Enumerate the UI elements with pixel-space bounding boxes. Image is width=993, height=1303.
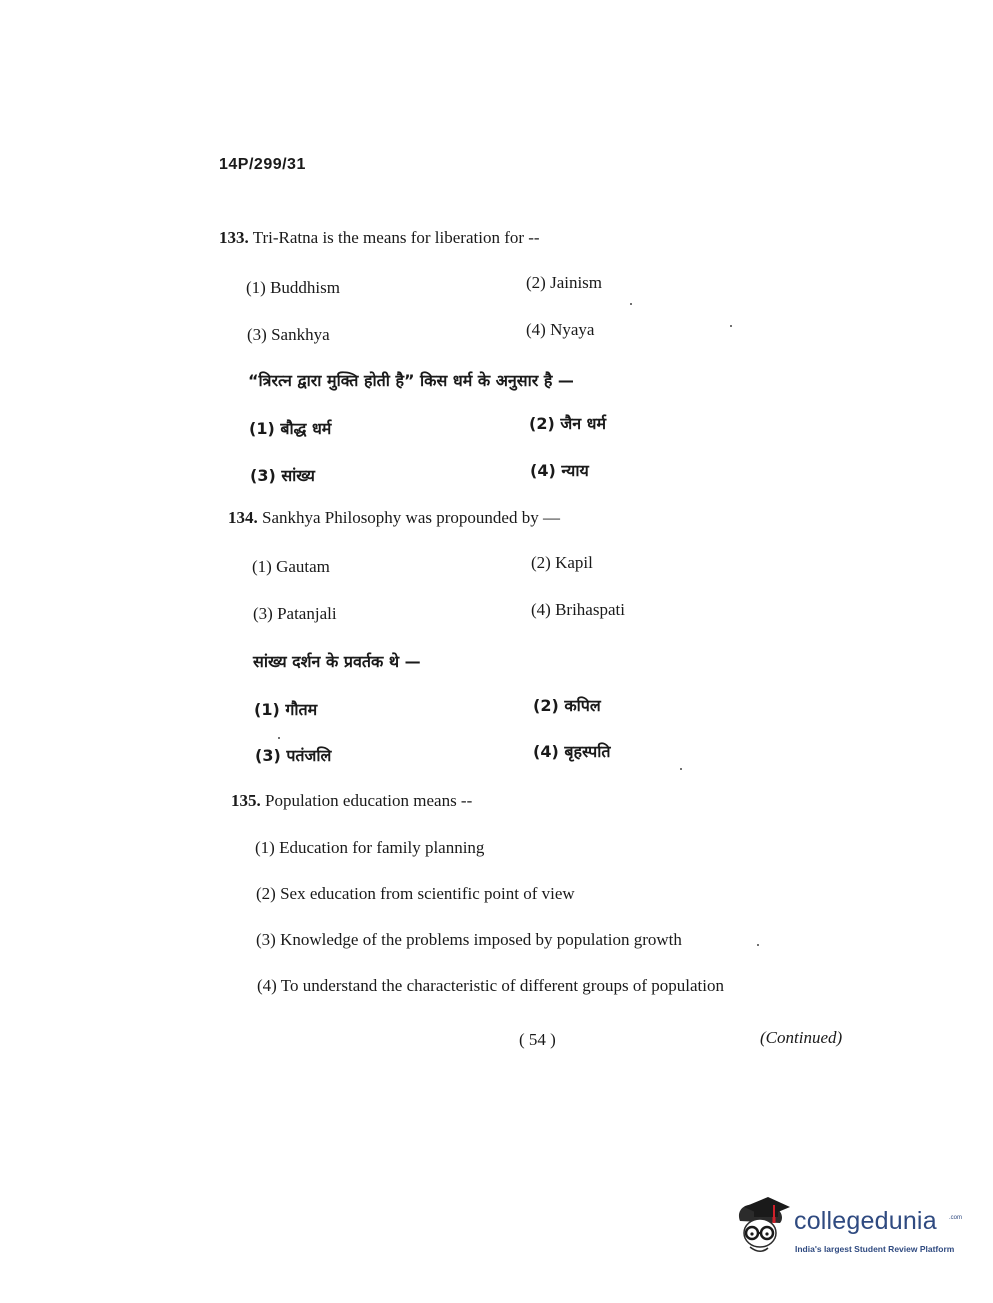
scan-speck xyxy=(730,325,732,327)
option-134-4-hindi: (4) बृहस्पति xyxy=(533,742,611,761)
page-number: ( 54 ) xyxy=(519,1030,556,1049)
option-134-3-hindi: (3) पतंजलि xyxy=(255,746,332,765)
question-text: Tri-Ratna is the means for liberation for -- xyxy=(252,228,540,247)
scan-speck xyxy=(757,944,759,946)
question-number: 135. xyxy=(231,791,261,810)
collegedunia-logo xyxy=(734,1193,966,1267)
option-134-1-hindi: (1) गौतम xyxy=(254,700,318,719)
scan-speck xyxy=(278,737,280,739)
question-text: Population education means -- xyxy=(265,791,473,810)
continued-label: (Continued) xyxy=(760,1028,843,1047)
question-number: 133. xyxy=(219,228,249,247)
option-133-4: (4) Nyaya xyxy=(526,320,595,339)
option-133-3-hindi: (3) सांख्य xyxy=(250,466,315,485)
logo-suffix: .com xyxy=(949,1215,963,1221)
option-133-1: (1) Buddhism xyxy=(246,278,340,297)
option-134-2: (2) Kapil xyxy=(531,553,593,572)
option-133-2-hindi: (2) जैन धर्म xyxy=(529,414,607,433)
logo-tagline: India's largest Student Review Platform xyxy=(795,1244,955,1254)
option-133-2: (2) Jainism xyxy=(526,273,603,292)
option-135-3: (3) Knowledge of the problems imposed by population growth xyxy=(256,930,682,949)
option-134-1: (1) Gautam xyxy=(252,557,330,576)
option-134-2-hindi: (2) कपिल xyxy=(533,696,601,715)
option-135-1: (1) Education for family planning xyxy=(255,838,485,857)
scan-speck xyxy=(680,768,682,770)
option-135-2: (2) Sex education from scientific point of view xyxy=(256,884,575,903)
option-133-4-hindi: (4) न्याय xyxy=(530,461,589,480)
question-134-hindi: सांख्य दर्शन के प्रवर्तक थे — xyxy=(253,652,421,671)
logo-name: collegedunia xyxy=(794,1207,937,1235)
option-135-4: (4) To understand the characteristic of different groups of population xyxy=(257,976,724,995)
mascot-icon xyxy=(734,1193,792,1257)
question-135 xyxy=(231,791,472,811)
question-133-hindi: “त्रिरत्न द्वारा मुक्ति होती है” किस धर्म के अनुसार है — xyxy=(248,371,574,390)
option-133-3: (3) Sankhya xyxy=(247,325,330,344)
paper-code: 14P/299/31 xyxy=(219,156,306,173)
question-number: 134. xyxy=(228,508,258,527)
option-134-3: (3) Patanjali xyxy=(253,604,337,623)
question-text: Sankhya Philosophy was propounded by — xyxy=(262,508,560,527)
scan-speck xyxy=(630,303,632,305)
option-134-4: (4) Brihaspati xyxy=(531,600,625,619)
question-134 xyxy=(228,508,560,528)
question-133 xyxy=(219,228,540,248)
option-133-1-hindi: (1) बौद्ध धर्म xyxy=(249,419,332,438)
